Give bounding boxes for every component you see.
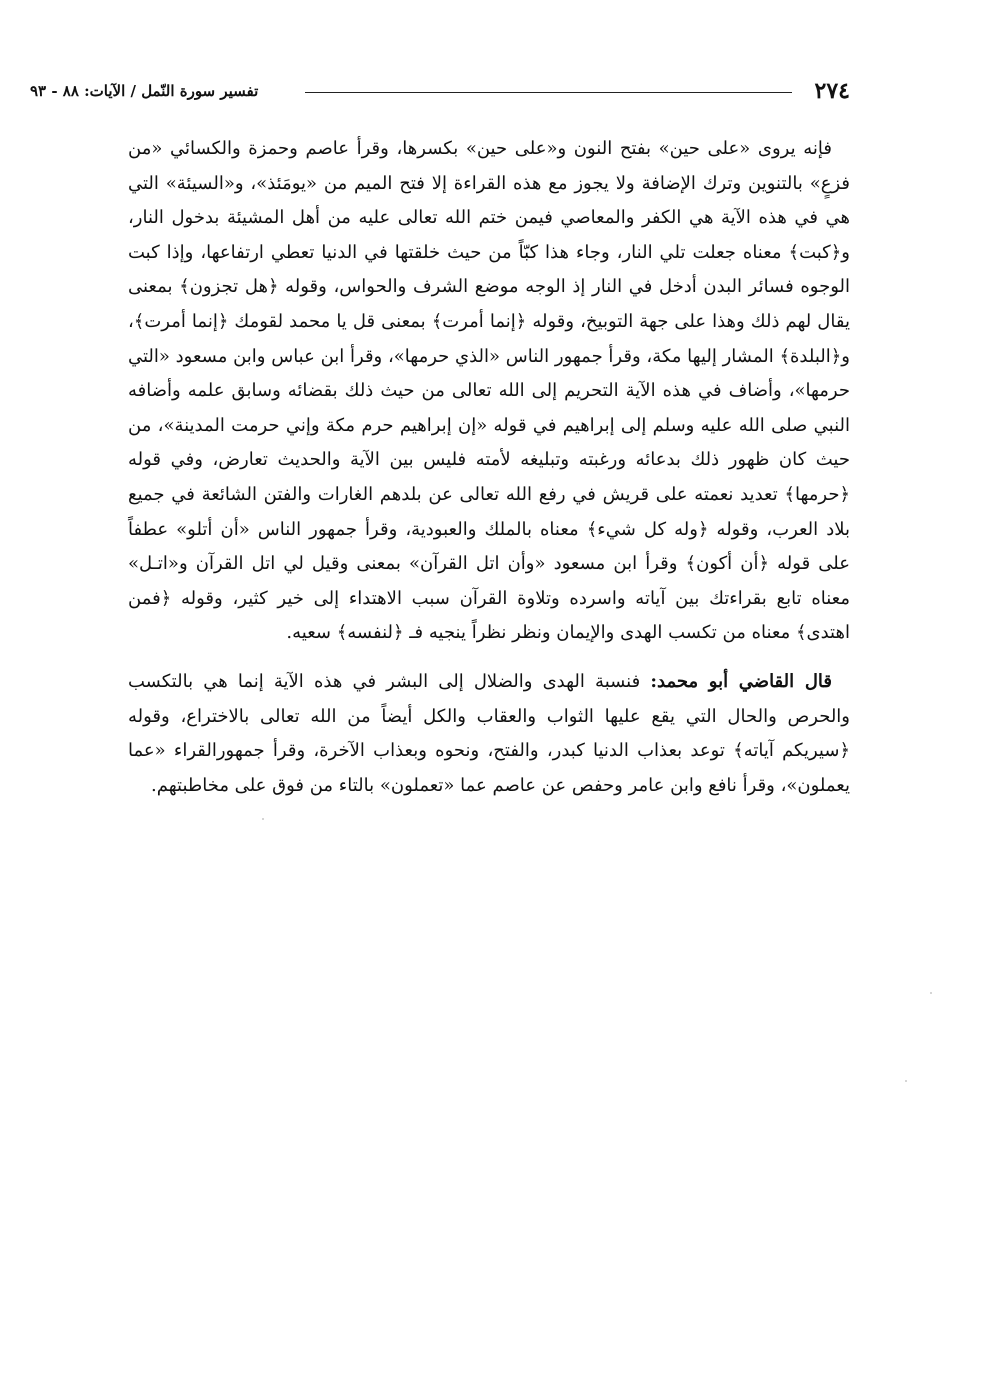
- paragraph-text: فإنه يروى «على حين» بفتح النون و«على حين» بكسرها، وقرأ عاصم وحمزة والكسائي «من فزعٍ» بالتنوين وترك الإضافة ولا يجوز مع هذه القراءة إلا فتح الميم من «يومَئذ»، و«السيئة» التي هي في هذه الآية هي الكفر والمعاصي فيمن ختم الله تعالى عليه من أهل المشيئة بدخول النار، و﴿كبت﴾ معناه جعلت تلي النار، وجاء هذا كبّاً من حيث خلقتها في الدنيا تعطي ارتفاعها، وإذا كبت الوجوه فسائر البدن أدخل في النار إذ الوجه موضع الشرف والحواس، وقوله ﴿هل تجزون﴾ بمعنى يقال لهم ذلك وهذا على جهة التوبيخ، وقوله ﴿إنما أمرت﴾ بمعنى قل يا محمد لقومك ﴿إنما أمرت﴾، و﴿البلدة﴾ المشار إليها مكة، وقرأ جمهور الناس «الذي حرمها»، وقرأ ابن عباس وابن مسعود «التي حرمها»، وأضاف في هذه الآية التحريم إلى الله تعالى من حيث ذلك بقضائه وسابق علمه وأضافه النبي صلى الله عليه وسلم إلى إبراهيم في قوله «إن إبراهيم حرم مكة وإني حرمت المدينة»، من حيث كان ظهور ذلك بدعائه ورغبته وتبليغه لأمته فليس بين الآية والحديث تعارض، وفي قوله ﴿حرمها﴾ تعديد نعمته على قريش في رفع الله تعالى عن بلدهم الغارات والفتن الشائعة في جميع بلاد العرب، وقوله ﴿وله كل شيء﴾ معناه بالملك والعبودية، وقرأ جمهور الناس «أن أتلو» عطفاً على قوله ﴿أن أكون﴾ وقرأ ابن مسعود «وأن اتل القرآن» بمعنى وقيل لي اتل القرآن و«اتـل» معناه تابع بقراءتك بين آياته واسرده وتلاوة القرآن سبب الاهتداء إلى خير كثير، وقوله ﴿فمن اهتدى﴾ معناه من تكسب الهدى والإيمان ونظر نظراً ينجيه فـ ﴿لنفسه﴾ سعيه.: [128, 138, 850, 644]
- paragraph-qadi-abu-muhammad: [128, 665, 850, 803]
- scan-speck: [262, 818, 264, 820]
- running-title: تفسير سورة النّمل / الآيات: ٨٨ - ٩٣: [30, 82, 259, 100]
- body-text: [128, 132, 850, 803]
- paragraph-lead: قال القاضي أبو محمد:: [650, 670, 832, 692]
- scan-speck: [930, 992, 932, 994]
- scan-speck: [905, 1080, 907, 1082]
- paragraph-text: فنسبة الهدى والضلال إلى البشر في هذه الآية إنما هي بالتكسب والحرص والحال التي يقع عليها الثواب والعقاب والكل أيضاً من الله تعالى بالاختراع، وقوله ﴿سيريكم آياته﴾ توعد بعذاب الدنيا كبدر، والفتح، ونحوه وبعذاب الآخرة، وقرأ جمهورالقراء «عما يعملون»، وقرأ نافع وابن عامر وحفص عن عاصم عما «تعملون» بالتاء من فوق على مخاطبتهم.: [128, 670, 850, 796]
- header-rule: [305, 92, 792, 93]
- page-number: ٢٧٤: [814, 78, 850, 104]
- page-header: [30, 78, 850, 108]
- paragraph-commentary: [128, 132, 850, 651]
